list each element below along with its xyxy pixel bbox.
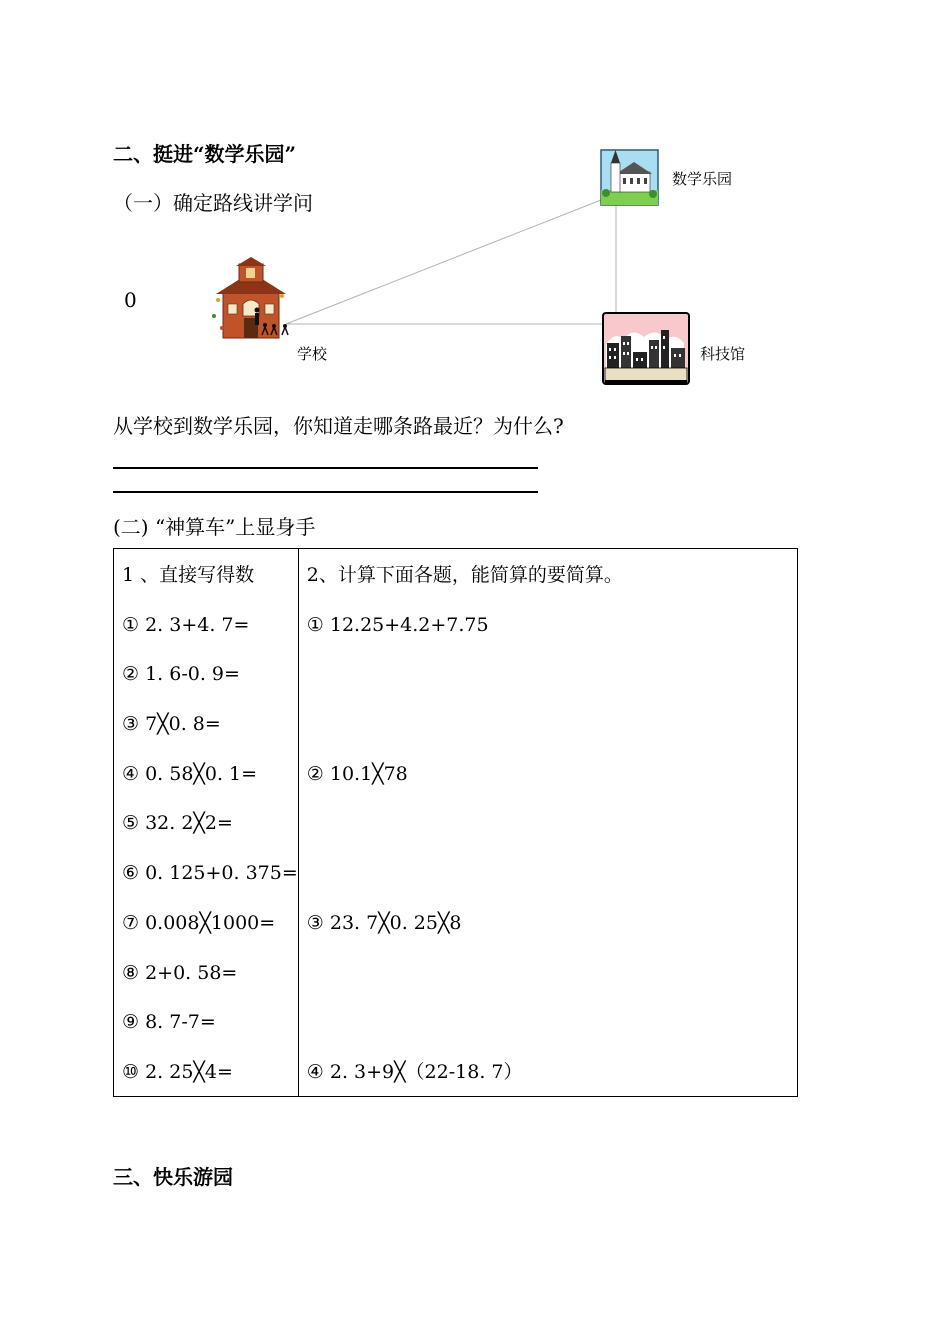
route-map	[0, 0, 950, 400]
direct-answers-header: 1 、直接写得数	[122, 564, 255, 586]
math-park-icon	[601, 150, 658, 205]
calc-item: ④ 2. 3+9╳（22-18. 7）	[306, 1060, 523, 1083]
route-question: 从学校到数学乐园，你知道走哪条路最近？为什么?	[113, 414, 564, 438]
calc-item: ① 12.25+4.2+7.75	[306, 613, 489, 636]
direct-item: ④ 0. 58╳0. 1=	[122, 762, 258, 785]
direct-item: ⑥ 0. 125+0. 375=	[122, 862, 298, 885]
subsection-2-title: (二) “神算车”上显身手	[113, 515, 316, 539]
calc-space	[299, 947, 797, 997]
science-museum-label: 科技馆	[700, 345, 746, 363]
direct-item: ⑩ 2. 25╳4=	[122, 1060, 233, 1083]
calc-item: ② 10.1╳78	[306, 762, 408, 785]
calc-space	[299, 698, 797, 748]
math-park-label: 数学乐园	[672, 170, 733, 188]
school-icon	[212, 257, 288, 338]
direct-item: ⑤ 32. 2╳2=	[122, 812, 233, 835]
calculation-column	[298, 549, 797, 1097]
calculation-table	[113, 548, 798, 1097]
answer-line-2	[113, 491, 538, 493]
direct-answers-column	[114, 549, 299, 1097]
direct-item: ③ 7╳0. 8=	[122, 713, 221, 736]
calc-space	[299, 847, 797, 897]
direct-item: ⑧ 2+0. 58=	[122, 961, 238, 984]
direct-item: ① 2. 3+4. 7=	[122, 613, 250, 636]
section-2-title: 二、挺进“数学乐园”	[113, 142, 297, 166]
section-3-title: 三、快乐游园	[113, 1165, 233, 1189]
subsection-1-title: （一）确定路线讲学问	[113, 191, 313, 215]
school-label: 学校	[297, 345, 328, 363]
direct-item: ⑦ 0.008╳1000=	[122, 911, 276, 934]
science-museum-icon	[603, 313, 689, 384]
calc-space	[299, 996, 797, 1046]
calculation-header: 2、计算下面各题，能简算的要简算。	[306, 564, 623, 586]
calc-space	[299, 797, 797, 847]
calc-item: ③ 23. 7╳0. 25╳8	[306, 911, 462, 934]
route-school-to-park	[286, 200, 601, 324]
calc-space	[299, 648, 797, 698]
direct-item: ② 1. 6-0. 9=	[122, 663, 240, 686]
direct-item: ⑨ 8. 7-7=	[122, 1011, 216, 1034]
answer-line-1	[113, 467, 538, 469]
origin-label: 0	[124, 288, 137, 312]
